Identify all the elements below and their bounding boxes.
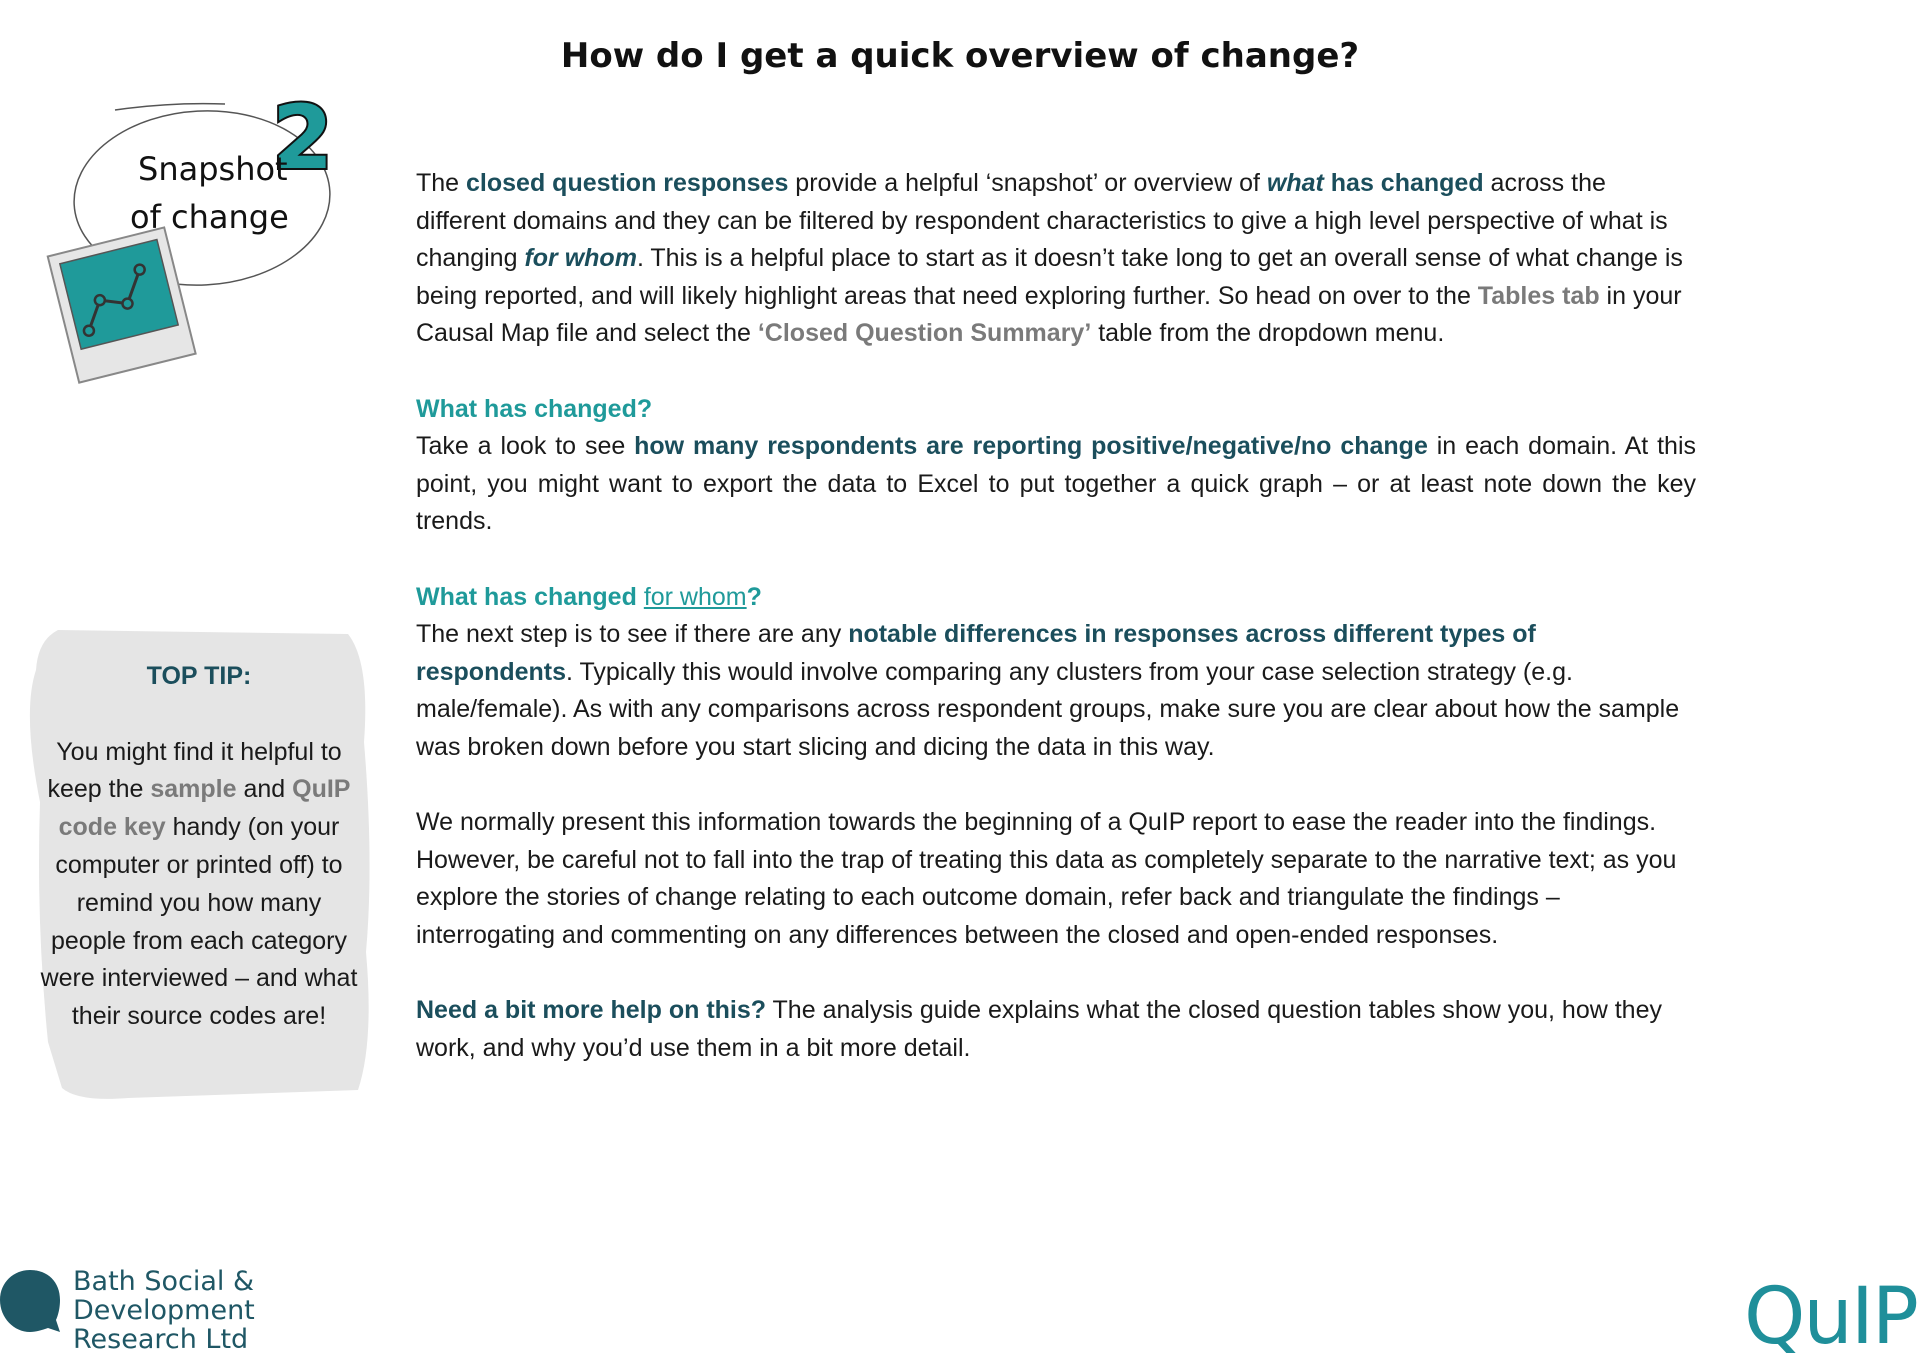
quip-logo: QuIP — [1744, 1272, 1917, 1362]
page-title: How do I get a quick overview of change? — [560, 36, 1360, 76]
bsdr-logo — [0, 1262, 300, 1355]
photo-chart-icon — [48, 227, 196, 382]
org-name: Bath Social & Development Research Ltd — [73, 1266, 255, 1355]
top-tip-box — [18, 622, 380, 1104]
section-for-whom: What has changed for whom? The next step is to see if there are any notable differences in responses across different types of respondents. Typically this would involve comparing any clusters from your case selection strategy (e.g. male/female). As with any comparisons across respondent groups, make sure you are clear about how the sample was broken down before you start slicing and dicing the data in this way. — [416, 579, 1696, 767]
main-content — [416, 165, 1696, 1105]
section-heading: What has changed? — [416, 394, 653, 423]
tip-content: TOP TIP: You might find it helpful to keep the sample and QuIP code key handy (on your computer or printed off) to remind you how many people from each category were interviewed – and what their source codes are! — [40, 658, 358, 1036]
intro-paragraph: The closed question responses provide a helpful ‘snapshot’ or overview of what has changed across the different domains and they can be filtered by respondent characteristics to give a high level perspective of what is changing for whom. This is a helpful place to start as it doesn’t take long to get an overall sense of what change is being reported, and will likely highlight areas that need exploring further. So head on over to the Tables tab in your Causal Map file and select the ‘Closed Question Summary’ table from the dropdown menu. — [416, 169, 1683, 348]
sticker-label — [130, 145, 308, 241]
section-what-changed: What has changed? Take a look to see how many respondents are reporting positive/negative/no change in each domain. At this point, you might want to export the data to Excel to put together a quick graph – or at least note down the key trends. — [416, 391, 1696, 541]
svg-text:2: 2 — [272, 90, 334, 189]
sticker-line-1: Snapshot — [138, 150, 288, 188]
reporting-paragraph: We normally present this information towards the beginning of a QuIP report to ease the reader into the findings. However, be careful not to fall into the trap of treating this data as completely separate to the narrative text; as you explore the stories of change relating to each outcome domain, refer back and triangulate the findings – interrogating and commenting on any differences between the closed and open-ended responses. — [416, 808, 1677, 949]
tip-title: TOP TIP: — [146, 662, 252, 690]
sticker-line-2: of change — [130, 198, 289, 236]
section-heading: What has changed for whom? — [416, 582, 762, 611]
speech-bubble-icon — [0, 1266, 70, 1336]
snapshot-sticker — [20, 90, 340, 390]
help-paragraph: Need a bit more help on this? The analysis guide explains what the closed question tables show you, how they work, and why you’d use them in a bit more detail. — [416, 996, 1662, 1062]
